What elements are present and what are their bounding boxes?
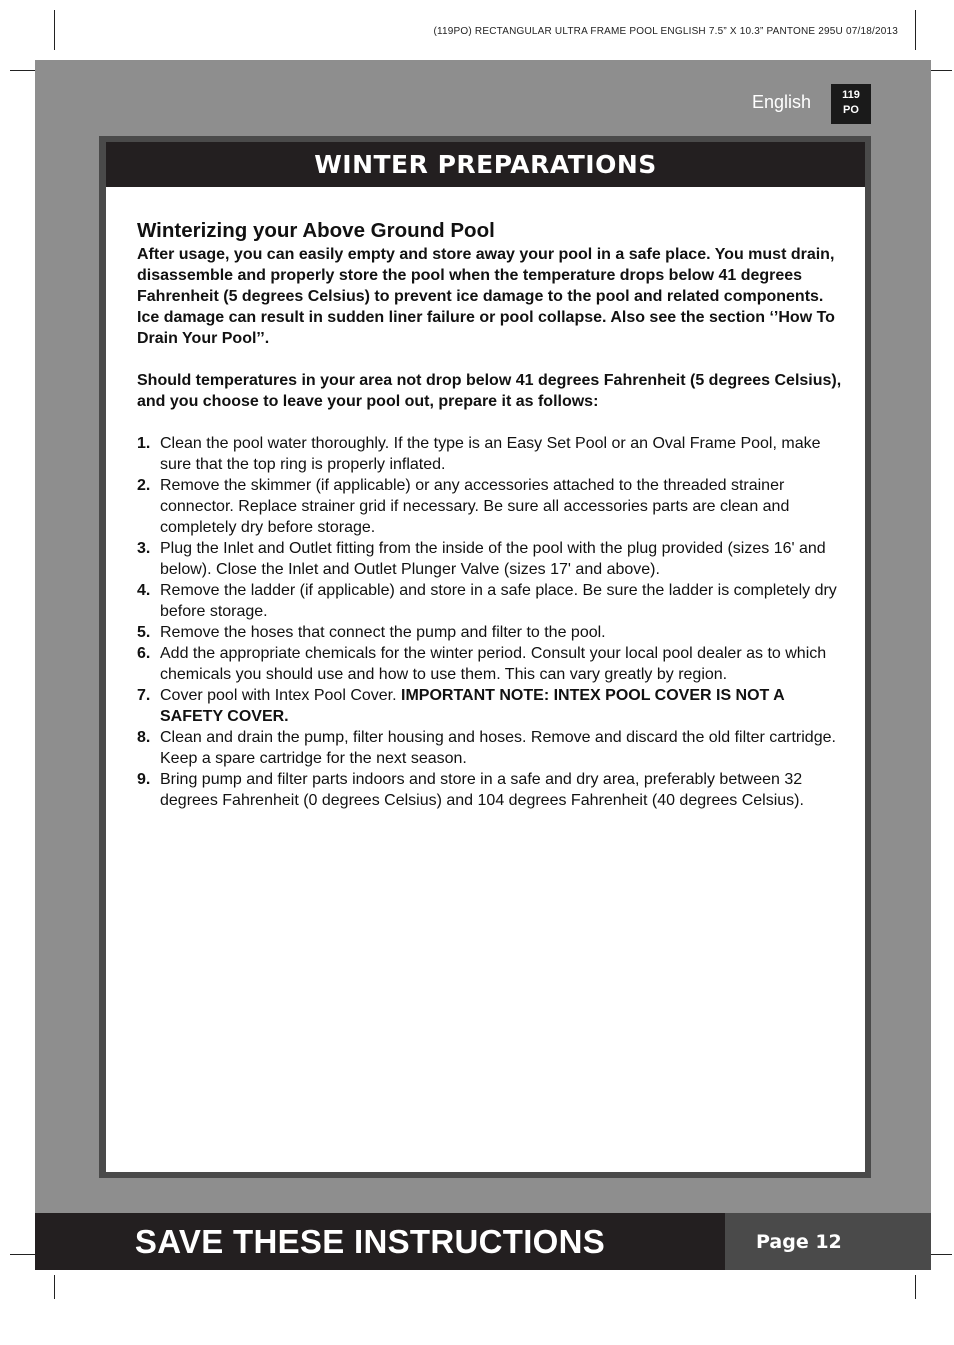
page-number-box (725, 1213, 931, 1270)
list-item (137, 769, 843, 811)
step-text: Add the appropriate chemicals for the winter period. Consult your local pool dealer as to which chemicals you should use and how to use them. This can vary greatly by region. (160, 645, 827, 683)
step-number: 7. (137, 687, 151, 704)
step-text: Cover pool with Intex Pool Cover. (160, 687, 402, 704)
step-number: 9. (137, 771, 151, 788)
step-number: 4. (137, 582, 151, 599)
step-number: 5. (137, 624, 151, 641)
intro-paragraph: After usage, you can easily empty and store away your pool in a safe place. You must drain, disassemble and properly store the pool when the temperature drops below 41 degrees Fahrenheit (5 degrees Celsius) to prevent ice damage to the pool and related components. Ice damage can result in sudden liner failure or pool collapse. Also see the section ‘’How To Drain Your Pool’’. (137, 246, 835, 347)
step-text: Remove the hoses that connect the pump and filter to the pool. (160, 624, 606, 641)
instructions-body (137, 218, 843, 811)
step-text: Bring pump and filter parts indoors and store in a safe and dry area, preferably between 32 degrees Fahrenheit (0 degrees Celsius) and 104 degrees Fahrenheit (40 degrees Celsius). (160, 771, 804, 809)
list-item (137, 643, 843, 685)
step-number: 2. (137, 477, 151, 494)
crop-mark (54, 10, 55, 50)
list-item (137, 727, 843, 769)
steps-list (137, 433, 843, 811)
print-header: (119PO) RECTANGULAR ULTRA FRAME POOL ENGLISH 7.5” X 10.3” PANTONE 295U 07/18/2013 (433, 26, 898, 37)
list-item (137, 622, 843, 643)
step-number: 3. (137, 540, 151, 557)
crop-mark (915, 10, 916, 50)
language-label: English (752, 92, 812, 112)
footer-bar (35, 1213, 725, 1270)
crop-mark (915, 1275, 916, 1299)
list-item (137, 580, 843, 622)
step-number: 6. (137, 645, 151, 662)
crop-mark (54, 1275, 55, 1299)
step-text: Plug the Inlet and Outlet fitting from the inside of the pool with the plug provided (sizes 16' and below). Close the Inlet and Outlet Plunger Valve (sizes 17' and above). (160, 540, 826, 578)
save-instructions-text: SAVE THESE INSTRUCTIONS (134, 1222, 606, 1260)
section-heading: Winterizing your Above Ground Pool (137, 219, 495, 242)
list-item (137, 685, 843, 727)
code-badge-line2: PO (843, 104, 859, 116)
important-note: IMPORTANT NOTE: INTEX POOL COVER IS NOT A SAFETY COVER. (160, 687, 785, 725)
title-bar (106, 142, 865, 187)
product-code-badge (831, 84, 871, 124)
code-badge-line1: 119 (842, 89, 860, 101)
list-item (137, 475, 843, 538)
step-text: Clean the pool water thoroughly. If the type is an Easy Set Pool or an Oval Frame Pool, make sure that the top ring is properly inflated. (160, 435, 821, 473)
step-text: Remove the ladder (if applicable) and store in a safe place. Be sure the ladder is completely dry before storage. (160, 582, 837, 620)
step-text: Clean and drain the pump, filter housing and hoses. Remove and discard the old filter cartridge. Keep a spare cartridge for the next season. (160, 729, 836, 767)
page-title: WINTER PREPARATIONS (314, 150, 657, 179)
page-number: Page 12 (756, 1230, 842, 1253)
step-number: 8. (137, 729, 151, 746)
step-number: 1. (137, 435, 151, 452)
list-item (137, 538, 843, 580)
list-item (137, 433, 843, 475)
step-text: Remove the skimmer (if applicable) or any accessories attached to the threaded strainer connector. Replace strainer grid if necessary. Be sure all accessories parts are clean and completely dry before storage. (160, 477, 790, 536)
condition-paragraph: Should temperatures in your area not drop below 41 degrees Fahrenheit (5 degrees Celsius), and you choose to leave your pool out, prepare it as follows: (137, 372, 842, 410)
